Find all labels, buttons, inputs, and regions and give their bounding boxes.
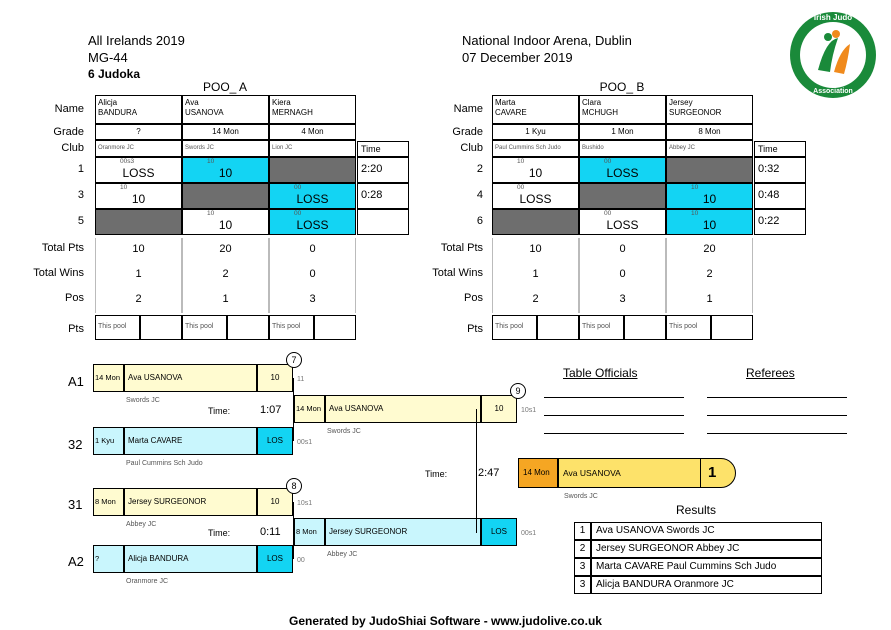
pts-this-pool: This pool bbox=[95, 315, 140, 340]
player-name-cell bbox=[269, 95, 356, 124]
irish-judo-logo bbox=[788, 10, 878, 100]
player-club: Abbey JC bbox=[666, 140, 753, 157]
bracket-club: Abbey JC bbox=[126, 521, 157, 528]
match-time: 1:07 bbox=[260, 404, 282, 416]
player-grade: ? bbox=[95, 124, 182, 140]
pts-box bbox=[537, 315, 579, 340]
player-first-name: Marta bbox=[495, 98, 516, 107]
pos: 3 bbox=[579, 288, 666, 313]
player-last-name: MERNAGH bbox=[272, 108, 313, 117]
bracket-club: Swords JC bbox=[327, 428, 361, 435]
pts-box bbox=[711, 315, 753, 340]
total-wins: 0 bbox=[269, 263, 356, 288]
match-result: LOSS bbox=[606, 218, 639, 232]
player-name-cell bbox=[182, 95, 269, 124]
match-number: 9 bbox=[510, 383, 526, 399]
pos: 2 bbox=[492, 288, 579, 313]
match-cell bbox=[666, 183, 753, 209]
pool-b-title: POO_ B bbox=[599, 80, 645, 94]
bracket-grade: ? bbox=[93, 545, 124, 573]
connector bbox=[476, 409, 477, 533]
seed-label: A2 bbox=[68, 554, 84, 569]
row-label: Pos bbox=[464, 292, 483, 304]
match-cell bbox=[492, 183, 579, 209]
pts-this-pool: This pool bbox=[492, 315, 537, 340]
official-line bbox=[544, 415, 684, 416]
match-time: 2:20 bbox=[357, 157, 409, 183]
player-name-cell bbox=[666, 95, 753, 124]
match-cell bbox=[269, 209, 356, 235]
bracket-name: Alicja BANDURA bbox=[124, 545, 257, 573]
pos: 2 bbox=[95, 288, 182, 313]
row-label: Name bbox=[54, 103, 84, 115]
player-grade: 8 Mon bbox=[666, 124, 753, 140]
bracket-name: Ava USANOVA bbox=[124, 364, 257, 392]
player-last-name: SURGEONOR bbox=[669, 108, 722, 117]
logo-text-top: Irish Judo bbox=[813, 13, 853, 22]
result-place: 3 bbox=[574, 558, 591, 576]
player-first-name: Jersey bbox=[669, 98, 693, 107]
bracket-score-detail: 00s1 bbox=[297, 439, 313, 446]
pts-box bbox=[140, 315, 182, 340]
row-label: Club bbox=[460, 142, 483, 154]
match-number: 7 bbox=[286, 352, 302, 368]
bracket-name: Ava USANOVA bbox=[325, 395, 481, 423]
bracket-score: LOS bbox=[481, 518, 517, 546]
result-text: Jersey SURGEONOR Abbey JC bbox=[591, 540, 822, 558]
player-club: Oranmore JC bbox=[95, 140, 182, 157]
match-result: 10 bbox=[218, 218, 233, 232]
seed-label: 32 bbox=[68, 437, 83, 452]
match-time bbox=[357, 209, 409, 235]
bracket-grade: 14 Mon bbox=[294, 395, 325, 423]
row-number: 6 bbox=[476, 215, 483, 227]
match-score-detail: 10 bbox=[691, 210, 699, 217]
pts-box bbox=[314, 315, 356, 340]
match-cell bbox=[95, 183, 182, 209]
bracket-score-detail: 00s1 bbox=[521, 530, 537, 537]
player-first-name: Clara bbox=[582, 98, 602, 107]
match-cell bbox=[666, 209, 753, 235]
player-first-name: Ava bbox=[185, 98, 199, 107]
total-wins: 1 bbox=[492, 263, 579, 288]
match-result: 10 bbox=[528, 166, 543, 180]
bracket-club: Paul Cummins Sch Judo bbox=[126, 460, 203, 467]
referee-line bbox=[707, 433, 847, 434]
pts-this-pool: This pool bbox=[182, 315, 227, 340]
bracket-name: Jersey SURGEONOR bbox=[124, 488, 257, 516]
total-wins: 1 bbox=[95, 263, 182, 288]
row-label: Total Pts bbox=[41, 242, 84, 254]
result-text: Marta CAVARE Paul Cummins Sch Judo bbox=[591, 558, 822, 576]
row-label: Total Wins bbox=[33, 267, 84, 279]
result-text: Alicja BANDURA Oranmore JC bbox=[591, 576, 822, 594]
player-last-name: CAVARE bbox=[495, 108, 527, 117]
official-line bbox=[544, 397, 684, 398]
match-result: LOSS bbox=[296, 192, 329, 206]
pts-box bbox=[624, 315, 666, 340]
bracket-score: 10 bbox=[257, 488, 293, 516]
total-pts: 10 bbox=[492, 238, 579, 263]
player-grade: 1 Kyu bbox=[492, 124, 579, 140]
match-result: LOSS bbox=[296, 218, 329, 232]
player-club: Bushido bbox=[579, 140, 666, 157]
match-cell bbox=[182, 183, 269, 209]
total-wins: 0 bbox=[579, 263, 666, 288]
seed-label: 31 bbox=[68, 497, 83, 512]
match-cell bbox=[579, 157, 666, 183]
match-time: 0:11 bbox=[260, 526, 281, 538]
time-label: Time: bbox=[425, 469, 448, 479]
official-line bbox=[544, 433, 684, 434]
match-time: 2:47 bbox=[478, 467, 500, 479]
result-place: 2 bbox=[574, 540, 591, 558]
row-label: Pos bbox=[65, 292, 84, 304]
player-grade: 4 Mon bbox=[269, 124, 356, 140]
match-result: 10 bbox=[218, 166, 233, 180]
player-last-name: USANOVA bbox=[185, 108, 224, 117]
match-cell bbox=[182, 157, 269, 183]
player-first-name: Alicja bbox=[98, 98, 118, 107]
match-score-detail: 10 bbox=[207, 210, 215, 217]
pool-a-title: POO_ A bbox=[202, 80, 248, 94]
time-label: Time: bbox=[208, 528, 231, 538]
match-cell bbox=[95, 209, 182, 235]
time-label: Time: bbox=[208, 406, 231, 416]
bracket-score-detail: 11 bbox=[297, 376, 305, 383]
player-last-name: BANDURA bbox=[98, 108, 138, 117]
player-last-name: MCHUGH bbox=[582, 108, 618, 117]
logo-text-bottom: Association bbox=[813, 88, 853, 95]
row-label: Grade bbox=[53, 126, 84, 138]
bracket-score: LOS bbox=[257, 545, 293, 573]
winner-grade: 14 Mon bbox=[518, 458, 558, 488]
match-result: 10 bbox=[702, 192, 717, 206]
row-label: Pts bbox=[467, 323, 483, 335]
row-number: 1 bbox=[77, 163, 84, 175]
match-cell bbox=[95, 157, 182, 183]
match-cell bbox=[579, 209, 666, 235]
match-cell bbox=[492, 209, 579, 235]
match-result: LOSS bbox=[519, 192, 552, 206]
match-score-detail: 10 bbox=[517, 158, 525, 165]
time-header: Time bbox=[754, 141, 806, 157]
bracket-score-detail: 00 bbox=[297, 557, 305, 564]
match-cell bbox=[579, 183, 666, 209]
player-grade: 1 Mon bbox=[579, 124, 666, 140]
match-result: LOSS bbox=[122, 166, 155, 180]
row-label: Total Pts bbox=[440, 242, 483, 254]
total-pts: 0 bbox=[579, 238, 666, 263]
pos: 3 bbox=[269, 288, 356, 313]
result-place: 1 bbox=[574, 522, 591, 540]
match-number: 8 bbox=[286, 478, 302, 494]
bracket-score: LOS bbox=[257, 427, 293, 455]
bracket-score: 10 bbox=[481, 395, 517, 423]
player-first-name: Kiera bbox=[272, 98, 291, 107]
row-label: Grade bbox=[452, 126, 483, 138]
referees-heading: Referees bbox=[746, 366, 795, 380]
bracket-name: Jersey SURGEONOR bbox=[325, 518, 481, 546]
bracket-score: 10 bbox=[257, 364, 293, 392]
match-cell bbox=[182, 209, 269, 235]
event-title: All Irelands 2019 bbox=[88, 33, 185, 48]
footer: Generated by JudoShiai Software - www.judolive.co.uk bbox=[289, 614, 602, 628]
total-pts: 10 bbox=[95, 238, 182, 263]
time-header: Time bbox=[357, 141, 409, 157]
match-score-detail: 00s3 bbox=[120, 158, 135, 165]
row-label: Total Wins bbox=[432, 267, 483, 279]
match-score-detail: 00 bbox=[604, 158, 612, 165]
match-score-detail: 00 bbox=[604, 210, 612, 217]
total-wins: 2 bbox=[666, 263, 753, 288]
match-result: 10 bbox=[131, 192, 146, 206]
total-pts: 0 bbox=[269, 238, 356, 263]
bracket-club: Oranmore JC bbox=[126, 578, 169, 585]
match-cell bbox=[492, 157, 579, 183]
player-name-cell bbox=[95, 95, 182, 124]
judoka-count: 6 Judoka bbox=[88, 67, 141, 81]
pos: 1 bbox=[182, 288, 269, 313]
bracket-score-detail: 10s1 bbox=[297, 500, 313, 507]
total-pts: 20 bbox=[182, 238, 269, 263]
player-grade: 14 Mon bbox=[182, 124, 269, 140]
winner-name: Ava USANOVA bbox=[558, 458, 708, 488]
player-name-cell bbox=[579, 95, 666, 124]
seed-label: A1 bbox=[68, 374, 84, 389]
pts-this-pool: This pool bbox=[666, 315, 711, 340]
winner-club: Swords JC bbox=[564, 493, 598, 500]
referee-line bbox=[707, 415, 847, 416]
match-cell bbox=[666, 157, 753, 183]
player-club: Lion JC bbox=[269, 140, 356, 157]
row-number: 2 bbox=[476, 163, 483, 175]
bracket-club: Abbey JC bbox=[327, 551, 358, 558]
bracket-club: Swords JC bbox=[126, 397, 160, 404]
bracket-grade: 1 Kyu bbox=[93, 427, 124, 455]
match-result: LOSS bbox=[606, 166, 639, 180]
match-time: 0:32 bbox=[754, 157, 806, 183]
match-score-detail: 00 bbox=[294, 184, 302, 191]
player-club: Swords JC bbox=[182, 140, 269, 157]
referee-line bbox=[707, 397, 847, 398]
match-time: 0:22 bbox=[754, 209, 806, 235]
row-label: Pts bbox=[68, 323, 84, 335]
event-date: 07 December 2019 bbox=[462, 50, 573, 65]
match-cell bbox=[269, 157, 356, 183]
bracket-score-detail: 10s1 bbox=[521, 407, 537, 414]
row-number: 5 bbox=[77, 215, 84, 227]
row-number: 4 bbox=[476, 189, 483, 201]
player-name-cell bbox=[492, 95, 579, 124]
pts-this-pool: This pool bbox=[269, 315, 314, 340]
bracket-grade: 8 Mon bbox=[294, 518, 325, 546]
bracket-grade: 8 Mon bbox=[93, 488, 124, 516]
match-time: 0:28 bbox=[357, 183, 409, 209]
table-officials-heading: Table Officials bbox=[563, 366, 638, 380]
result-text: Ava USANOVA Swords JC bbox=[591, 522, 822, 540]
results-title: Results bbox=[676, 503, 717, 517]
pts-this-pool: This pool bbox=[579, 315, 624, 340]
row-label: Club bbox=[61, 142, 84, 154]
total-pts: 20 bbox=[666, 238, 753, 263]
category: MG-44 bbox=[88, 50, 128, 65]
bracket-grade: 14 Mon bbox=[93, 364, 124, 392]
bracket-name: Marta CAVARE bbox=[124, 427, 257, 455]
winner-place: 1 bbox=[700, 458, 736, 488]
player-club: Paul Cummins Sch Judo bbox=[492, 140, 579, 157]
result-place: 3 bbox=[574, 576, 591, 594]
match-time: 0:48 bbox=[754, 183, 806, 209]
match-cell bbox=[269, 183, 356, 209]
total-wins: 2 bbox=[182, 263, 269, 288]
match-score-detail: 10 bbox=[691, 184, 699, 191]
match-score-detail: 00 bbox=[294, 210, 302, 217]
pts-box bbox=[227, 315, 269, 340]
match-score-detail: 10 bbox=[120, 184, 128, 191]
match-score-detail: 10 bbox=[207, 158, 215, 165]
row-label: Name bbox=[453, 103, 483, 115]
row-number: 3 bbox=[77, 189, 84, 201]
match-score-detail: 00 bbox=[517, 184, 525, 191]
pos: 1 bbox=[666, 288, 753, 313]
match-result: 10 bbox=[702, 218, 717, 232]
venue: National Indoor Arena, Dublin bbox=[462, 33, 632, 48]
